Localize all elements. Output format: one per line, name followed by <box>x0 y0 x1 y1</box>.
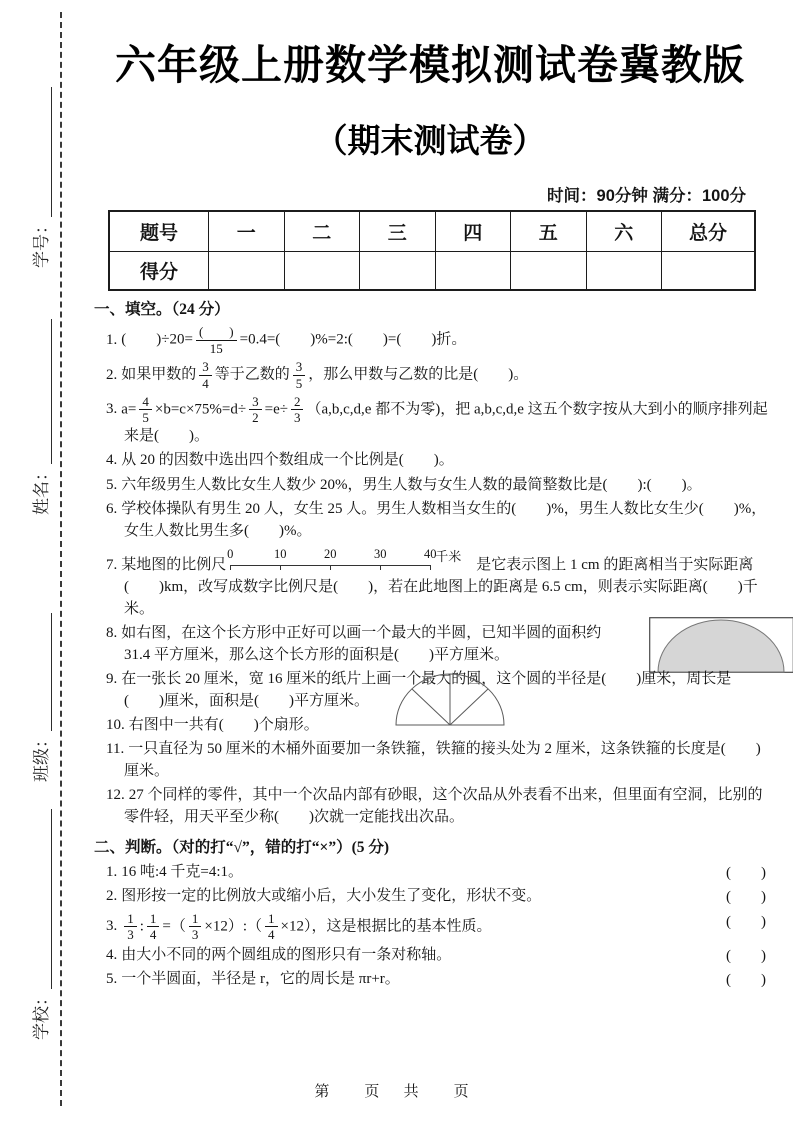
fraction-denominator: 4 <box>268 927 275 943</box>
ruler-baseline <box>230 565 430 566</box>
judgment-answer-blank[interactable]: ( ) <box>726 865 766 881</box>
fraction <box>139 394 152 426</box>
question-number: 1. <box>106 864 118 880</box>
question-number: 12. <box>106 787 125 804</box>
fraction-numerator: 4 <box>139 394 152 411</box>
score-table-column-header: 五 <box>511 211 587 252</box>
class-field <box>27 613 52 782</box>
score-table-column-header: 三 <box>360 211 436 252</box>
question-item <box>94 969 770 991</box>
question-item <box>94 715 770 737</box>
question-text: =e÷ <box>264 401 288 418</box>
judgment-answer-blank[interactable]: ( ) <box>726 948 766 965</box>
question-text: 16 吨:4 千克=4:1。 <box>121 864 244 880</box>
question-item <box>94 886 770 908</box>
judgment-answer-blank[interactable]: ( ) <box>726 889 766 906</box>
student-name-fill-line[interactable] <box>36 319 52 464</box>
ruler-tick-label: 20 <box>324 546 337 561</box>
question-item <box>94 623 770 667</box>
question-text: =0.4=( )%=2:( )=( )折。 <box>239 332 467 348</box>
fraction-numerator: 1 <box>265 911 278 928</box>
question-text: 在一张长 20 厘米，宽 16 厘米的纸片上画一个最大的圆，这个圆的半径是( )厘米，周长是( )厘米，面积是( )平方厘米。 <box>121 670 732 709</box>
question-text: : <box>139 918 144 935</box>
question-number: 10. <box>106 716 125 733</box>
page-title: 六年级上册数学模拟测试卷冀教版 <box>115 42 745 88</box>
student-number-field <box>27 87 52 268</box>
question-item <box>94 450 770 472</box>
question-number: 8. <box>106 624 118 641</box>
fraction-numerator: 3 <box>199 359 212 376</box>
question-number: 4. <box>106 947 118 964</box>
question-text: 一个半圆面，半径是 r，它的周长是 πr+r。 <box>121 971 400 988</box>
score-cell-empty[interactable] <box>511 252 587 291</box>
section-questions <box>94 862 770 991</box>
fan-sectors-figure <box>394 671 506 727</box>
question-text: ×b=c×75%=d÷ <box>154 401 247 418</box>
question-number: 6. <box>106 500 118 517</box>
fraction-denominator: 2 <box>252 410 259 426</box>
fraction-numerator: ( ) <box>196 324 237 341</box>
fraction <box>291 394 304 426</box>
fan-figure-holder <box>394 671 506 735</box>
question-item <box>94 862 770 884</box>
fraction-numerator: 1 <box>189 911 202 928</box>
score-table-column-header: 总分 <box>662 211 756 252</box>
judgment-answer-blank[interactable]: ( ) <box>726 913 766 930</box>
question-text: 27 个同样的零件，其中一个次品内部有砂眼，这个次品从外表看不出来，但里面有空洞，比别的零件轻，用天平至少称( )次就一定能找出次品。 <box>124 787 763 825</box>
section-heading: 二、判断。（对的打“√”，错的打“×”）(5 分) <box>94 838 390 856</box>
score-table-corner-label: 题号 <box>109 211 209 252</box>
question-text: 从 20 的因数中选出四个数组成一个比例是( )。 <box>121 452 454 469</box>
student-name-field <box>27 319 52 515</box>
fraction-denominator: 5 <box>295 375 303 391</box>
question-item <box>94 911 770 943</box>
question-text: 等于乙数的 <box>214 366 290 383</box>
fraction <box>147 911 160 943</box>
question-number: 3. <box>106 918 118 935</box>
section-questions <box>94 324 770 828</box>
question-item <box>94 945 770 967</box>
fraction <box>124 911 137 943</box>
score-table-score-row <box>109 252 755 291</box>
score-table-column-header: 四 <box>435 211 511 252</box>
question-number: 3. <box>106 401 118 418</box>
main-content <box>90 26 770 994</box>
question-item <box>94 475 770 497</box>
page-footer: 第 页 共 页 <box>314 1083 479 1100</box>
question-number: 2. <box>106 888 118 905</box>
question-text: 如右图，在这个长方形中正好可以画一个最大的半圆，已知半圆的面积约 31.4 平方厘米，那么这个长方形的面积是( )平方厘米。 <box>121 624 602 663</box>
ruler-tick <box>430 565 431 570</box>
question-text: （a,b,c,d,e 都不为零)，把 a,b,c,d,e 这五个数字按从大到小的顺序排列起来是( )。 <box>124 401 768 445</box>
fraction <box>196 324 237 356</box>
question-item <box>94 785 770 829</box>
fraction-denominator: 15 <box>209 341 223 357</box>
question-text: 右图中一共有( )个扇形。 <box>128 716 319 733</box>
score-table-column-header: 一 <box>209 211 285 252</box>
score-row-label: 得分 <box>109 252 209 291</box>
question-text: ×12）:（ <box>204 918 263 935</box>
rectangle-semicircle-figure <box>649 617 793 673</box>
questions-area <box>94 299 770 991</box>
question-number: 5. <box>106 971 118 988</box>
question-text: ( )÷20= <box>121 332 193 348</box>
question-text: ×12），这是根据比的基本性质。 <box>280 918 492 935</box>
fraction-numerator: 1 <box>124 911 137 928</box>
score-table-header-row <box>109 211 755 252</box>
question-item <box>94 545 770 621</box>
question-item <box>94 324 770 356</box>
judgment-answer-blank[interactable]: ( ) <box>726 972 766 989</box>
ruler-tick-label: 40 <box>424 546 437 561</box>
fraction-denominator: 4 <box>149 927 157 943</box>
fraction-numerator: 3 <box>293 359 306 376</box>
student-number-fill-line[interactable] <box>36 87 52 217</box>
score-cell-empty[interactable] <box>435 252 511 291</box>
fraction-numerator: 1 <box>147 911 160 928</box>
question-text: 学校体操队有男生 20 人，女生 25 人。男生人数相当女生的( )%，男生人数比女生少( )%，女生人数比男生多( )%。 <box>121 500 767 539</box>
question-text: 由大小不同的两个圆组成的图形只有一条对称轴。 <box>121 947 452 964</box>
section-heading: 一、填空。（24 分） <box>94 301 230 318</box>
fraction <box>199 359 212 391</box>
student-number-label: 学号： <box>32 217 51 268</box>
question-number: 5. <box>106 476 118 493</box>
question-number: 1. <box>106 332 118 348</box>
question-item <box>94 394 770 448</box>
score-cell-empty[interactable] <box>284 252 360 291</box>
ruler-tick-label: 30 <box>374 546 387 561</box>
question-text: 某地图的比例尺 <box>121 556 227 573</box>
question-text: 如果甲数的 <box>121 366 197 383</box>
fraction-numerator: 2 <box>291 394 304 411</box>
fraction-denominator: 5 <box>142 410 149 426</box>
question-item <box>94 359 770 391</box>
question-text: 一只直径为 50 厘米的木桶外面要加一条铁箍，铁箍的接头处为 2 厘米，这条铁箍的长度是( )厘米。 <box>124 741 761 779</box>
fraction-denominator: 4 <box>202 375 209 391</box>
fraction <box>265 911 278 943</box>
ruler-unit-label: 千米 <box>435 548 462 564</box>
question-text: 六年级男生人数比女生人数少 20%，男生人数与女生人数的最简整数比是( ):( )。 <box>121 476 702 493</box>
question-number: 9. <box>106 670 118 687</box>
school-field <box>27 809 52 1040</box>
question-text: 图形按一定的比例放大或缩小后，大小发生了变化，形状不变。 <box>121 888 542 905</box>
score-cell-empty[interactable] <box>360 252 436 291</box>
exam-time-score-info: 时间：90分钟 满分：100分 <box>547 187 746 205</box>
seal-dashed-line <box>60 12 62 1106</box>
fraction-numerator: 3 <box>249 394 262 411</box>
question-number: 7. <box>106 556 118 573</box>
fraction <box>293 359 306 391</box>
question-number: 4. <box>106 452 118 469</box>
score-table-column-header: 六 <box>586 211 662 252</box>
score-table-column-header: 二 <box>284 211 360 252</box>
question-item <box>94 739 770 783</box>
class-label: 班级： <box>32 731 51 782</box>
map-scale-ruler <box>227 545 472 577</box>
question-item <box>94 499 770 543</box>
student-name-label: 姓名： <box>32 464 51 515</box>
fraction-denominator: 3 <box>127 927 134 943</box>
score-table <box>108 210 756 291</box>
fraction-denominator: 3 <box>293 410 301 426</box>
ruler-tick-label: 0 <box>227 546 234 561</box>
fraction <box>249 394 262 426</box>
question-text: a= <box>121 401 137 418</box>
fraction <box>189 911 202 943</box>
question-text: 是它表示图上 1 cm 的距离相当于实际距离 ( )km，改写成数字比例尺是( )，若在此地图上的距离是 6.5 cm，则表示实际距离( )千米。 <box>124 556 758 617</box>
question-text: =（ <box>162 918 186 935</box>
score-cell-empty[interactable] <box>209 252 285 291</box>
class-fill-line[interactable] <box>36 613 52 731</box>
question-text: ，那么甲数与乙数的比是( )。 <box>308 366 529 383</box>
question-number: 2. <box>106 366 118 383</box>
score-cell-empty[interactable] <box>662 252 756 291</box>
question-number: 11. <box>106 741 125 758</box>
score-cell-empty[interactable] <box>586 252 662 291</box>
school-fill-line[interactable] <box>36 809 52 989</box>
page-subtitle: （期末测试卷） <box>314 122 546 159</box>
fraction-denominator: 3 <box>191 927 199 943</box>
school-label: 学校： <box>32 989 51 1040</box>
ruler-tick-label: 10 <box>274 546 287 561</box>
